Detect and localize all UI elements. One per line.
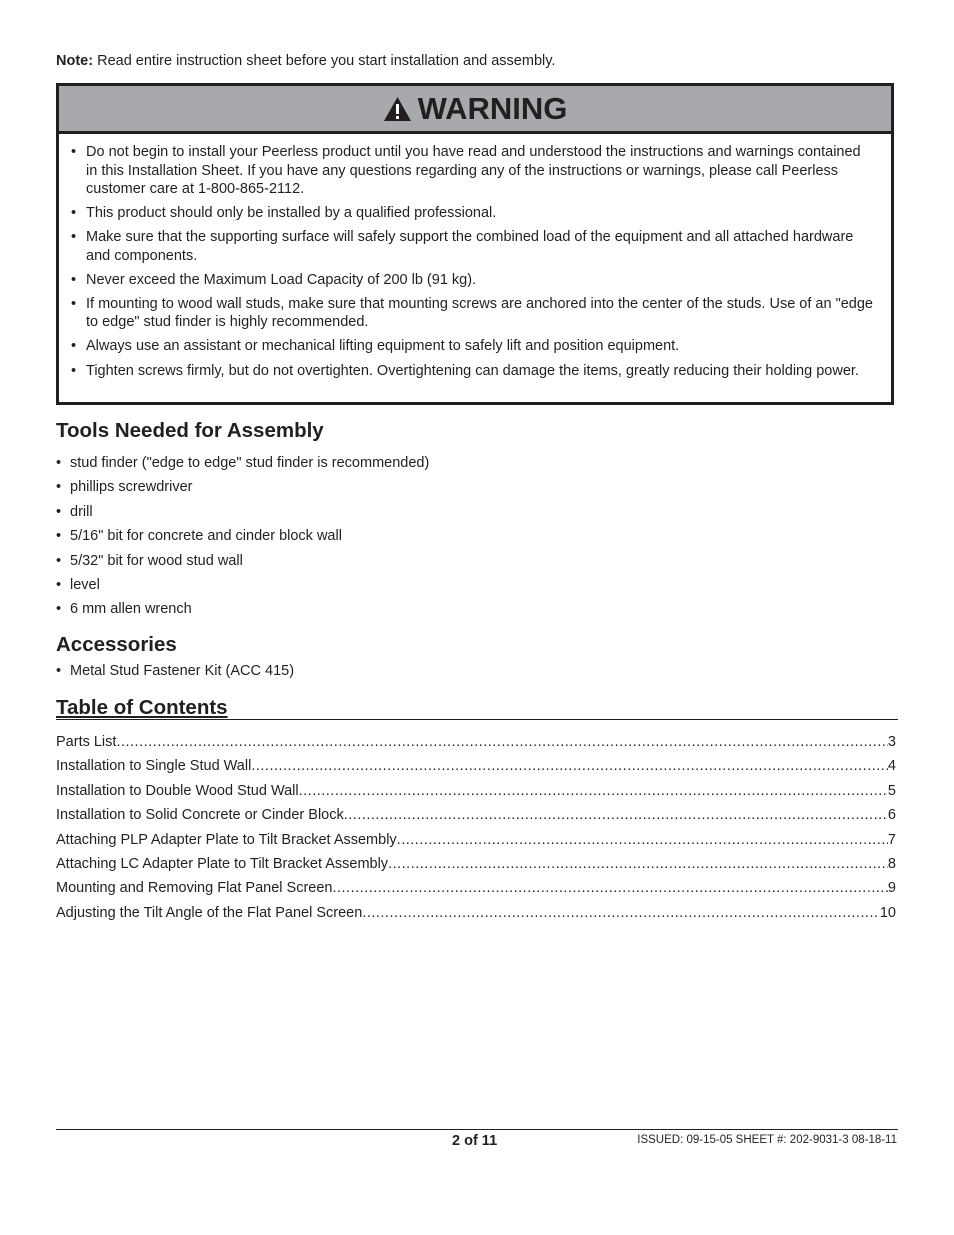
warning-triangle-icon (383, 96, 412, 122)
toc-leader-dots (116, 733, 887, 751)
warning-item: • Tighten screws firmly, but do not overtighten. Overtightening can damage the items, greatly reducing their holding power. (71, 362, 875, 381)
accessory-item: • Metal Stud Fastener Kit (ACC 415) (56, 662, 294, 686)
toc-entry-page: 4 (887, 758, 896, 775)
tool-item: • phillips screwdriver (56, 478, 429, 502)
toc-entry-page: 5 (887, 782, 896, 799)
warning-item: • Make sure that the supporting surface will safely support the combined load of the equipment and all attached hardware and components. (71, 228, 875, 265)
toc-entry-title: Installation to Solid Concrete or Cinder Block (56, 807, 344, 824)
toc-leader-dots (251, 757, 888, 775)
warning-item: • Always use an assistant or mechanical lifting equipment to safely lift and position equipment. (71, 337, 875, 356)
warning-item: • Do not begin to install your Peerless product until you have read and understood the instructions and warnings contained in this Installation Sheet. If you have any questions regarding any of the instructions or warnings, please call Peerless customer care at 1-800-865-2112. (71, 143, 875, 199)
warning-item: • This product should only be installed by a qualified professional. (71, 204, 875, 223)
note-text: Read entire instruction sheet before you start installation and assembly. (93, 53, 556, 69)
toc-entry[interactable] (56, 757, 896, 781)
accessories-heading: Accessories (56, 633, 177, 656)
toc-entry[interactable] (56, 733, 896, 757)
tool-item: • stud finder ("edge to edge" stud finder is recommended) (56, 454, 429, 478)
tool-item: • drill (56, 503, 429, 527)
toc-entry-title: Attaching LC Adapter Plate to Tilt Bracket Assembly (56, 855, 389, 872)
note-line (56, 53, 555, 69)
toc-entry-title: Parts List (56, 734, 117, 750)
footer-page-number: 2 of 11 (452, 1133, 498, 1149)
accessories-list (56, 662, 294, 686)
warning-list (59, 134, 891, 380)
toc-leader-dots (388, 855, 888, 873)
toc-leader-dots (299, 782, 888, 800)
toc-entry-title: Adjusting the Tilt Angle of the Flat Panel Screen (56, 904, 363, 921)
toc-leader-dots (362, 904, 880, 922)
toc-entry-title: Mounting and Removing Flat Panel Screen (56, 880, 333, 897)
warning-item: • If mounting to wood wall studs, make sure that mounting screws are anchored into the center of the studs. Use of an "edge to edge" stud finder is highly recommended. (71, 295, 875, 332)
toc-entry[interactable] (56, 904, 896, 928)
tool-item: • level (56, 576, 429, 600)
tools-heading: Tools Needed for Assembly (56, 419, 324, 442)
table-of-contents (56, 733, 896, 928)
tool-item: • 6 mm allen wrench (56, 600, 429, 624)
toc-leader-dots (332, 879, 887, 897)
toc-entry-title: Installation to Double Wood Stud Wall (56, 782, 299, 799)
toc-leader-dots (344, 806, 888, 824)
toc-entry-page: 3 (887, 734, 896, 750)
footer-divider (56, 1129, 898, 1130)
toc-entry[interactable] (56, 782, 896, 806)
toc-entry[interactable] (56, 855, 896, 879)
tool-item: • 5/16" bit for concrete and cinder block wall (56, 527, 429, 551)
tool-item: • 5/32" bit for wood stud wall (56, 552, 429, 576)
warning-title: WARNING (417, 91, 568, 126)
tools-list (56, 454, 429, 625)
toc-entry-page: 8 (887, 855, 896, 872)
toc-entry-title: Installation to Single Stud Wall (56, 758, 252, 775)
note-label: Note: (56, 53, 94, 69)
toc-entry-page: 6 (887, 807, 896, 824)
warning-box (56, 83, 894, 405)
toc-entry[interactable] (56, 879, 896, 903)
toc-entry-title: Attaching PLP Adapter Plate to Tilt Bracket Assembly (56, 831, 397, 848)
toc-leader-dots (397, 831, 888, 849)
warning-header (59, 86, 891, 134)
toc-entry-page: 10 (879, 904, 896, 921)
toc-entry[interactable] (56, 806, 896, 830)
toc-entry[interactable] (56, 831, 896, 855)
toc-entry-page: 9 (887, 880, 896, 897)
toc-heading: Table of Contents (56, 697, 898, 720)
toc-entry-page: 7 (887, 831, 896, 848)
warning-item: • Never exceed the Maximum Load Capacity of 200 lb (91 kg). (71, 271, 875, 290)
footer-issued-info: ISSUED: 09-15-05 SHEET #: 202-9031-3 08-18-11 (637, 1134, 897, 1146)
